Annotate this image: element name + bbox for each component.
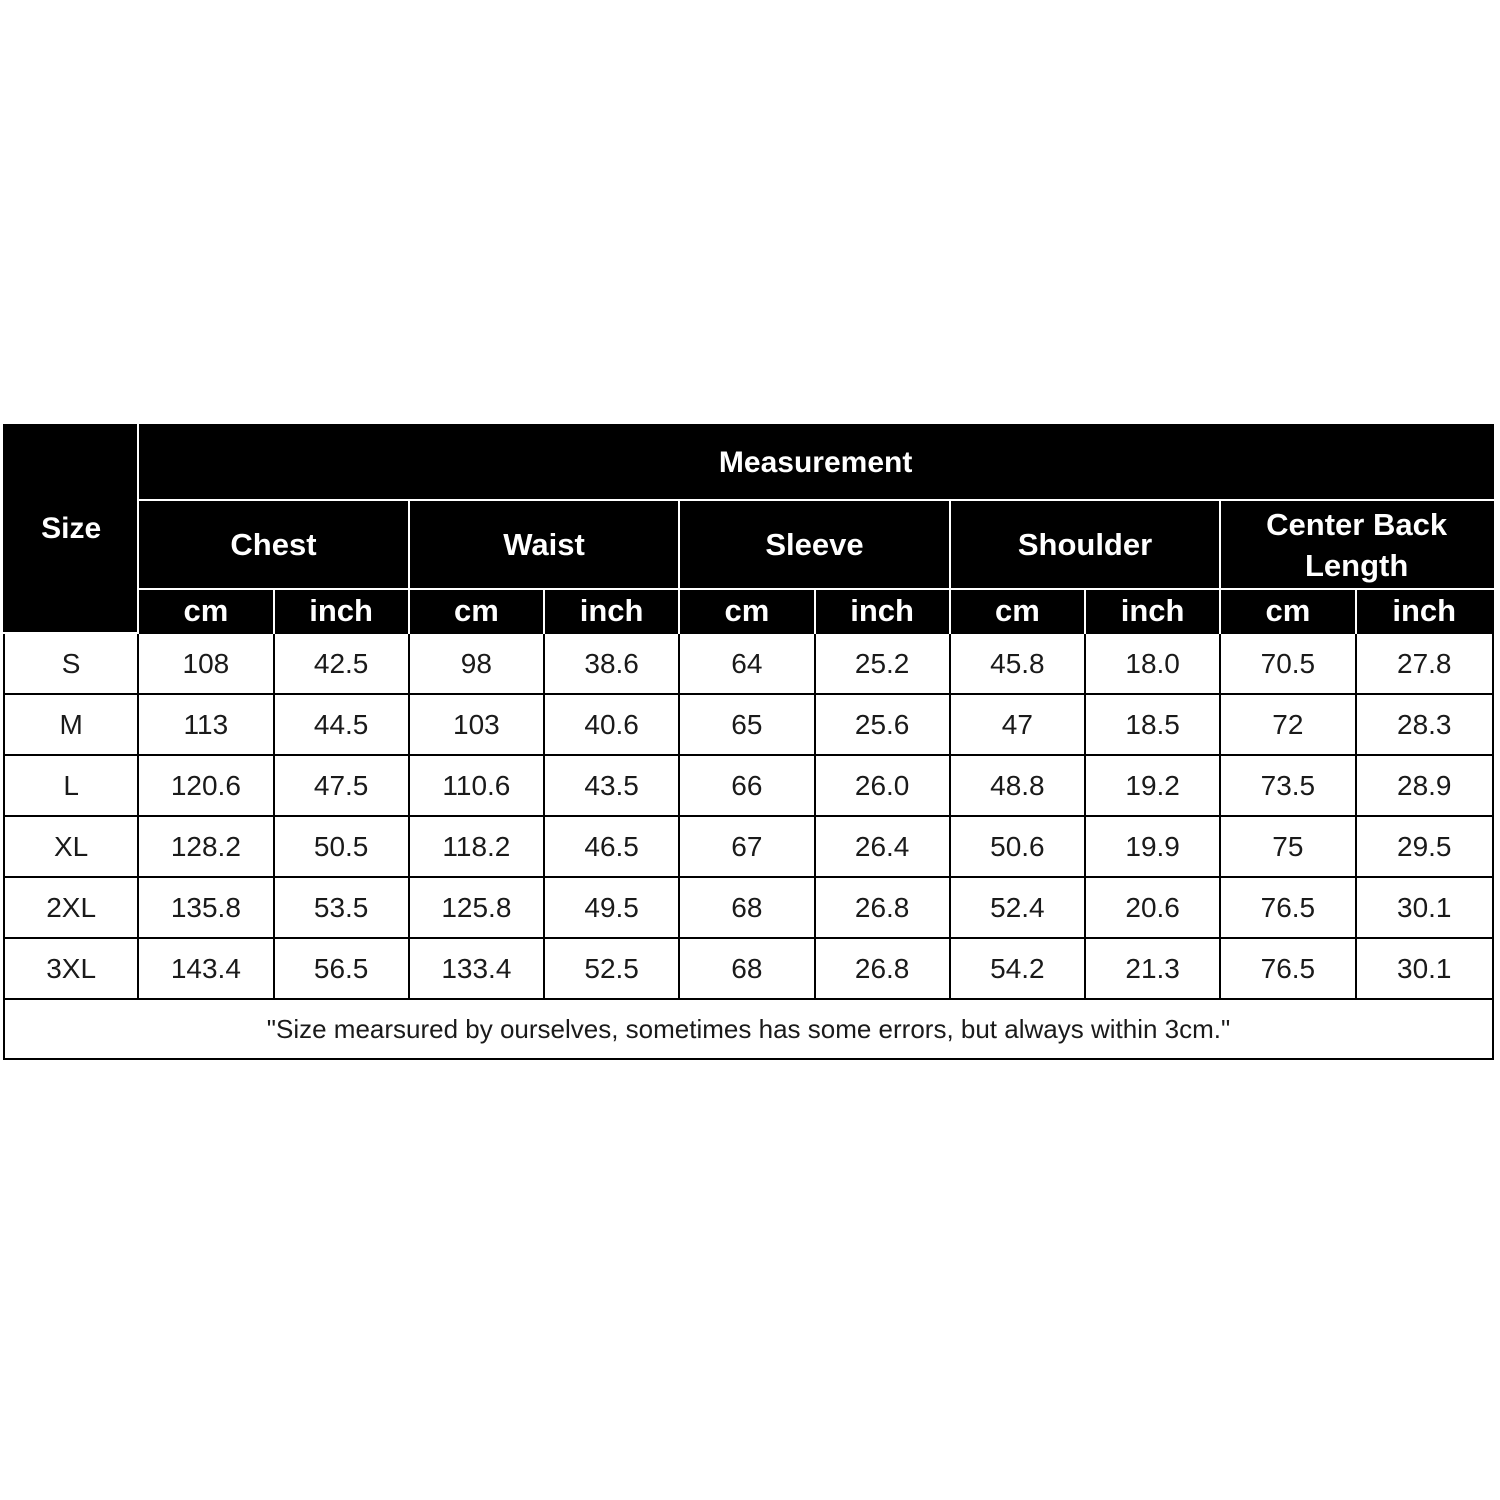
table-row	[4, 877, 1493, 938]
cell-waist-inch: 38.6	[544, 633, 679, 694]
cell-waist-cm: 133.4	[409, 938, 544, 999]
table-body	[4, 633, 1493, 999]
cell-chest-cm: 108	[138, 633, 273, 694]
cell-waist-cm: 110.6	[409, 755, 544, 816]
unit-header-inch: inch	[1085, 589, 1220, 633]
cell-size: S	[4, 633, 138, 694]
cell-size: M	[4, 694, 138, 755]
cell-waist-inch: 49.5	[544, 877, 679, 938]
cell-shoulder-inch: 18.0	[1085, 633, 1220, 694]
cell-chest-inch: 42.5	[274, 633, 409, 694]
cell-chest-inch: 56.5	[274, 938, 409, 999]
unit-header-cm: cm	[138, 589, 273, 633]
size-chart-table	[3, 424, 1494, 1060]
table-row	[4, 816, 1493, 877]
unit-header-inch: inch	[544, 589, 679, 633]
cell-center-back-length-cm: 76.5	[1220, 877, 1355, 938]
cell-sleeve-cm: 64	[679, 633, 814, 694]
cell-waist-cm: 98	[409, 633, 544, 694]
cell-chest-cm: 120.6	[138, 755, 273, 816]
cell-center-back-length-inch: 27.8	[1356, 633, 1494, 694]
cell-size: L	[4, 755, 138, 816]
unit-header-cm: cm	[679, 589, 814, 633]
unit-header-inch: inch	[274, 589, 409, 633]
cell-waist-inch: 52.5	[544, 938, 679, 999]
cell-center-back-length-inch: 28.9	[1356, 755, 1494, 816]
cell-center-back-length-cm: 73.5	[1220, 755, 1355, 816]
unit-header-inch: inch	[815, 589, 950, 633]
cell-size: 3XL	[4, 938, 138, 999]
cell-center-back-length-inch: 30.1	[1356, 938, 1494, 999]
measurement-note: "Size mearsured by ourselves, sometimes has some errors, but always within 3cm."	[4, 999, 1493, 1059]
cell-shoulder-cm: 47	[950, 694, 1085, 755]
size-column-header: Size	[4, 425, 138, 633]
cell-sleeve-cm: 65	[679, 694, 814, 755]
cell-shoulder-inch: 21.3	[1085, 938, 1220, 999]
sleeve-header: Sleeve	[679, 500, 950, 589]
cell-chest-inch: 50.5	[274, 816, 409, 877]
unit-header-cm: cm	[409, 589, 544, 633]
cell-sleeve-cm: 66	[679, 755, 814, 816]
cell-sleeve-inch: 26.8	[815, 877, 950, 938]
table-row	[4, 755, 1493, 816]
shoulder-header: Shoulder	[950, 500, 1221, 589]
table-row	[4, 633, 1493, 694]
cell-chest-inch: 47.5	[274, 755, 409, 816]
cell-center-back-length-cm: 70.5	[1220, 633, 1355, 694]
cell-sleeve-inch: 25.6	[815, 694, 950, 755]
cell-chest-cm: 113	[138, 694, 273, 755]
cell-size: 2XL	[4, 877, 138, 938]
cell-shoulder-cm: 52.4	[950, 877, 1085, 938]
cell-sleeve-cm: 67	[679, 816, 814, 877]
cell-shoulder-cm: 50.6	[950, 816, 1085, 877]
chest-header: Chest	[138, 500, 409, 589]
cell-chest-inch: 53.5	[274, 877, 409, 938]
cell-sleeve-inch: 26.0	[815, 755, 950, 816]
cell-waist-inch: 40.6	[544, 694, 679, 755]
waist-header: Waist	[409, 500, 680, 589]
cell-center-back-length-inch: 29.5	[1356, 816, 1494, 877]
cell-chest-inch: 44.5	[274, 694, 409, 755]
cell-shoulder-cm: 45.8	[950, 633, 1085, 694]
cell-chest-cm: 143.4	[138, 938, 273, 999]
cell-center-back-length-cm: 76.5	[1220, 938, 1355, 999]
cell-waist-cm: 125.8	[409, 877, 544, 938]
cell-shoulder-cm: 54.2	[950, 938, 1085, 999]
center-back-length-label: Center Back Length	[1266, 506, 1448, 583]
cell-waist-inch: 43.5	[544, 755, 679, 816]
cell-center-back-length-cm: 72	[1220, 694, 1355, 755]
cell-waist-inch: 46.5	[544, 816, 679, 877]
cell-chest-cm: 135.8	[138, 877, 273, 938]
cell-center-back-length-inch: 28.3	[1356, 694, 1494, 755]
cell-center-back-length-inch: 30.1	[1356, 877, 1494, 938]
cell-sleeve-inch: 26.4	[815, 816, 950, 877]
table-header	[4, 425, 1493, 633]
cell-center-back-length-cm: 75	[1220, 816, 1355, 877]
cell-sleeve-cm: 68	[679, 877, 814, 938]
cell-sleeve-inch: 26.8	[815, 938, 950, 999]
measurement-header: Measurement	[138, 425, 1493, 500]
center-back-length-header	[1220, 500, 1493, 589]
cell-shoulder-cm: 48.8	[950, 755, 1085, 816]
table-row	[4, 694, 1493, 755]
unit-header-cm: cm	[950, 589, 1085, 633]
unit-header-cm: cm	[1220, 589, 1355, 633]
unit-header-inch: inch	[1356, 589, 1494, 633]
cell-shoulder-inch: 20.6	[1085, 877, 1220, 938]
cell-sleeve-cm: 68	[679, 938, 814, 999]
cell-chest-cm: 128.2	[138, 816, 273, 877]
cell-waist-cm: 103	[409, 694, 544, 755]
cell-shoulder-inch: 19.9	[1085, 816, 1220, 877]
cell-shoulder-inch: 18.5	[1085, 694, 1220, 755]
table-row	[4, 938, 1493, 999]
cell-shoulder-inch: 19.2	[1085, 755, 1220, 816]
cell-sleeve-inch: 25.2	[815, 633, 950, 694]
cell-waist-cm: 118.2	[409, 816, 544, 877]
cell-size: XL	[4, 816, 138, 877]
table-footer	[4, 999, 1493, 1059]
